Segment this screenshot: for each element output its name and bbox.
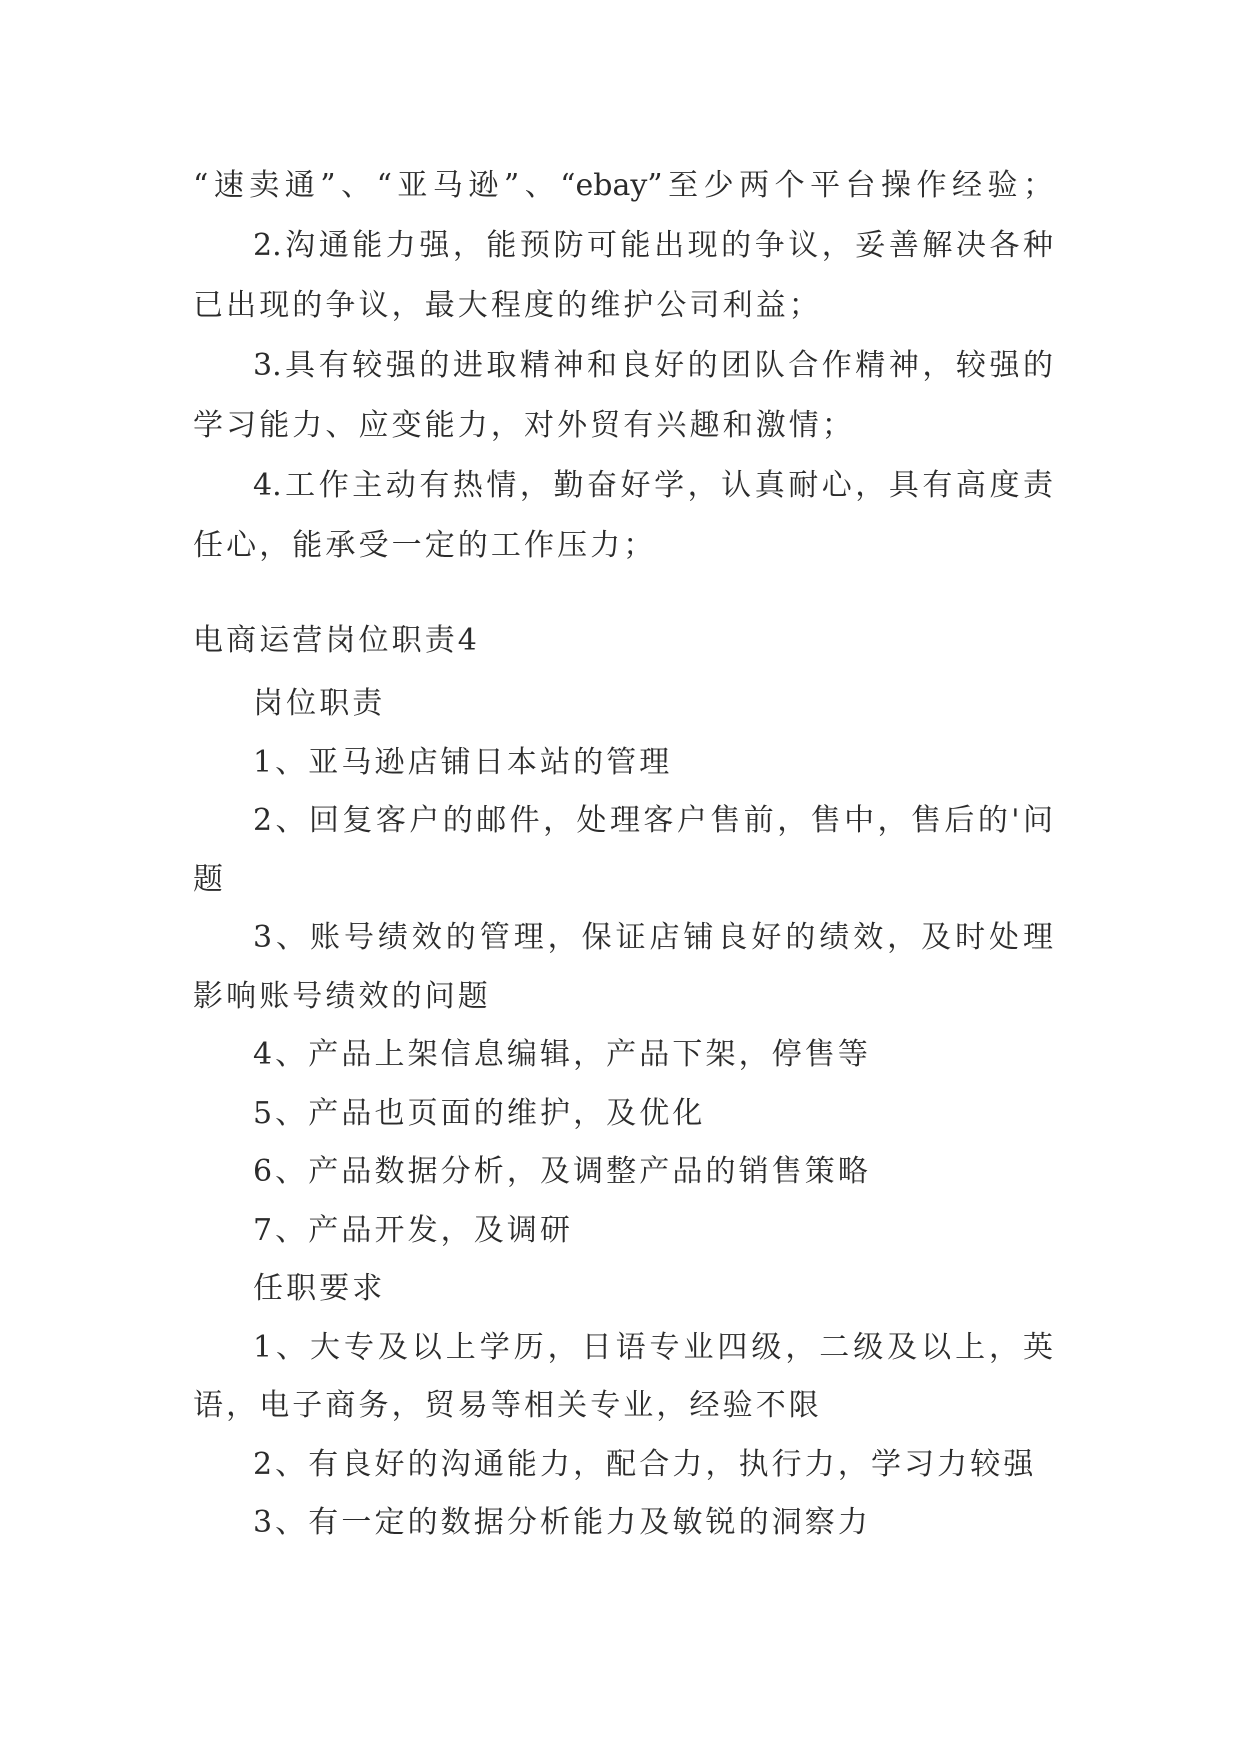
list-item-continuation: 语，电子商务，贸易等相关专业，经验不限	[193, 1388, 822, 1423]
list-item-continuation: 题	[193, 862, 227, 897]
list-item-continuation: 影响账号绩效的问题	[193, 979, 491, 1014]
text-line-3: 已出现的争议，最大程度的维护公司利益；	[193, 288, 822, 323]
text-line-5: 学习能力、应变能力，对外贸有兴趣和激情；	[193, 408, 855, 443]
subheading-requirements: 任职要求	[253, 1271, 386, 1306]
list-item: 1、亚马逊店铺日本站的管理	[253, 745, 673, 780]
list-item: 2、回复客户的邮件，处理客户售前，售中，售后的'问	[253, 803, 1053, 838]
text-line-2: 2.沟通能力强，能预防可能出现的争议，妥善解决各种	[253, 228, 1053, 263]
text-line-6: 4.工作主动有热情，勤奋好学，认真耐心，具有高度责	[253, 468, 1053, 503]
list-item: 1、大专及以上学历，日语专业四级，二级及以上，英	[253, 1330, 1053, 1365]
subheading-responsibilities: 岗位职责	[253, 686, 386, 721]
text-line-7: 任心，能承受一定的工作压力；	[193, 528, 657, 563]
list-item: 4、产品上架信息编辑，产品下架，停售等	[253, 1037, 871, 1072]
text-line-4: 3.具有较强的进取精神和良好的团队合作精神，较强的	[253, 348, 1053, 383]
section-heading: 电商运营岗位职责4	[193, 623, 480, 658]
list-item: 3、账号绩效的管理，保证店铺良好的绩效，及时处理	[253, 920, 1053, 955]
list-item: 7、产品开发，及调研	[253, 1213, 574, 1248]
list-item: 5、产品也页面的维护，及优化	[253, 1096, 706, 1131]
text-line-1: “速卖通”、“亚马逊”、“ebay”至少两个平台操作经验；	[193, 168, 1053, 203]
list-item: 6、产品数据分析，及调整产品的销售策略	[253, 1154, 871, 1189]
list-item: 2、有良好的沟通能力，配合力，执行力，学习力较强	[253, 1447, 1037, 1482]
list-item: 3、有一定的数据分析能力及敏锐的洞察力	[253, 1505, 871, 1540]
